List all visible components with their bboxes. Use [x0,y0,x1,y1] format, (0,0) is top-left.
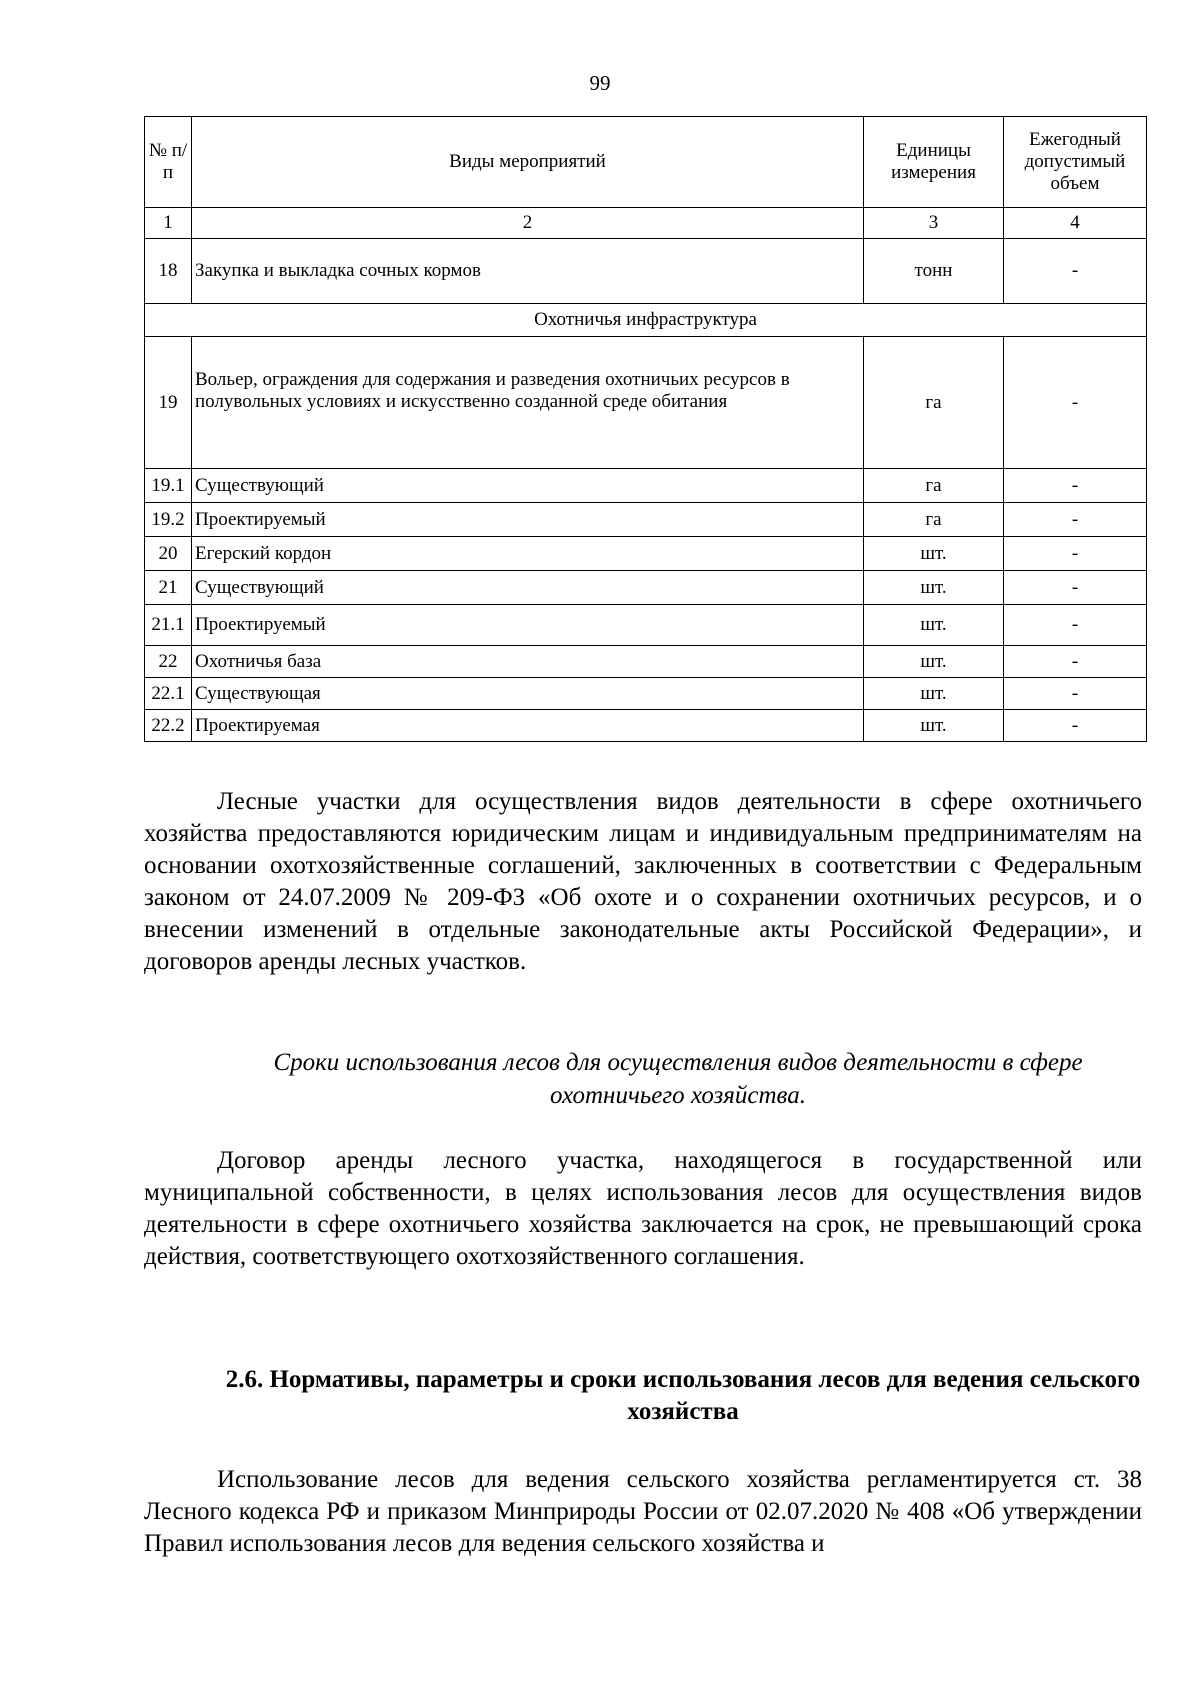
row-name: Существующая [192,678,864,710]
table-row [145,503,1147,537]
row-num: 22.1 [145,678,192,710]
row-name: Проектируемая [192,710,864,742]
table-row [145,537,1147,571]
row-volume: - [1004,469,1147,503]
row-volume: - [1004,646,1147,678]
row-name: Проектируемый [192,503,864,537]
col-number-4: 4 [1004,208,1147,239]
paragraph-hunting-land-plots: Лесные участки для осуществления видов деятельности в сфере охотничьего хозяйства предоставляются юридическим лицам и индивидуальным предпринимателям на основании охотхозяйственные соглашений, заключенных в соответствии с Федеральным законом от 24.07.2009 № 209-ФЗ «Об охоте и о сохранении охотничьих ресурсов, и о внесении изменений в отдельные законодательные акты Российской Федерации», и договоров аренды лесных участков. [144,788,1142,975]
table-row [145,469,1147,503]
row-num: 19.2 [145,503,192,537]
row-volume: - [1004,605,1147,646]
table-row [145,605,1147,646]
italic-subheading-terms: Сроки использования лесов для осуществления видов деятельности в сфере охотничьего хозяйства. [273,1049,1083,1109]
row-volume: - [1004,710,1147,742]
row-num: 19 [145,337,192,469]
table-row [145,710,1147,742]
row-num: 22.2 [145,710,192,742]
row-unit: тонн [864,239,1004,304]
row-num: 20 [145,537,192,571]
row-name: Существующий [192,469,864,503]
header-name: Виды мероприятий [192,117,864,208]
paragraph-agriculture-use: Использование лесов для ведения сельского хозяйства регламентируется ст. 38 Лесного кодекса РФ и приказом Минприроды России от 02.07.2020 № 408 «Об утверждении Правил использования лесов для ведения сельского хозяйства и [144,1466,1142,1557]
col-number-3: 3 [864,208,1004,239]
row-unit: шт. [864,571,1004,605]
row-num: 21 [145,571,192,605]
row-name: Охотничья база [192,646,864,678]
row-unit: га [864,503,1004,537]
row-unit: га [864,469,1004,503]
page-number: 99 [589,71,611,95]
table-header-row [145,117,1147,208]
measures-table [144,116,1147,742]
header-volume: Ежегодный допустимый объем [1004,117,1147,208]
row-num: 19.1 [145,469,192,503]
row-volume: - [1004,537,1147,571]
row-unit: шт. [864,537,1004,571]
col-number-2: 2 [192,208,864,239]
paragraph-lease-term: Договор аренды лесного участка, находящегося в государственной или муниципальной собственности, в целях использования лесов для осуществления видов деятельности в сфере охотничьего хозяйства заключается на срок, не превышающий срока действия, соответствующего охотхозяйственного соглашения. [144,1147,1142,1270]
table-row [145,678,1147,710]
row-volume: - [1004,571,1147,605]
table-row [145,646,1147,678]
col-number-1: 1 [145,208,192,239]
row-name: Проектируемый [192,605,864,646]
header-num: № п/п [145,117,192,208]
row-name: Вольер, ограждения для содержания и разведения охотничьих ресурсов в полувольных условиях и искусственно созданной среде обитания [192,337,864,469]
row-unit: га [864,337,1004,469]
row-unit: шт. [864,646,1004,678]
row-name: Закупка и выкладка сочных кормов [192,239,864,304]
row-name: Существующий [192,571,864,605]
section-heading-2-6: 2.6. Нормативы, параметры и сроки использования лесов для ведения сельского хозяйства [225,1366,1141,1425]
row-unit: шт. [864,678,1004,710]
row-num: 18 [145,239,192,304]
table-row [145,571,1147,605]
section-infrastructure-label: Охотничья инфраструктура [145,304,1147,337]
column-numbers-row [145,208,1147,239]
header-unit: Единицы измерения [864,117,1004,208]
row-unit: шт. [864,605,1004,646]
row-volume: - [1004,503,1147,537]
table-row [145,337,1147,469]
section-row [145,304,1147,337]
row-volume: - [1004,337,1147,469]
row-volume: - [1004,678,1147,710]
table-row [145,239,1147,304]
row-num: 21.1 [145,605,192,646]
row-num: 22 [145,646,192,678]
row-volume: - [1004,239,1147,304]
row-name: Егерский кордон [192,537,864,571]
row-unit: шт. [864,710,1004,742]
